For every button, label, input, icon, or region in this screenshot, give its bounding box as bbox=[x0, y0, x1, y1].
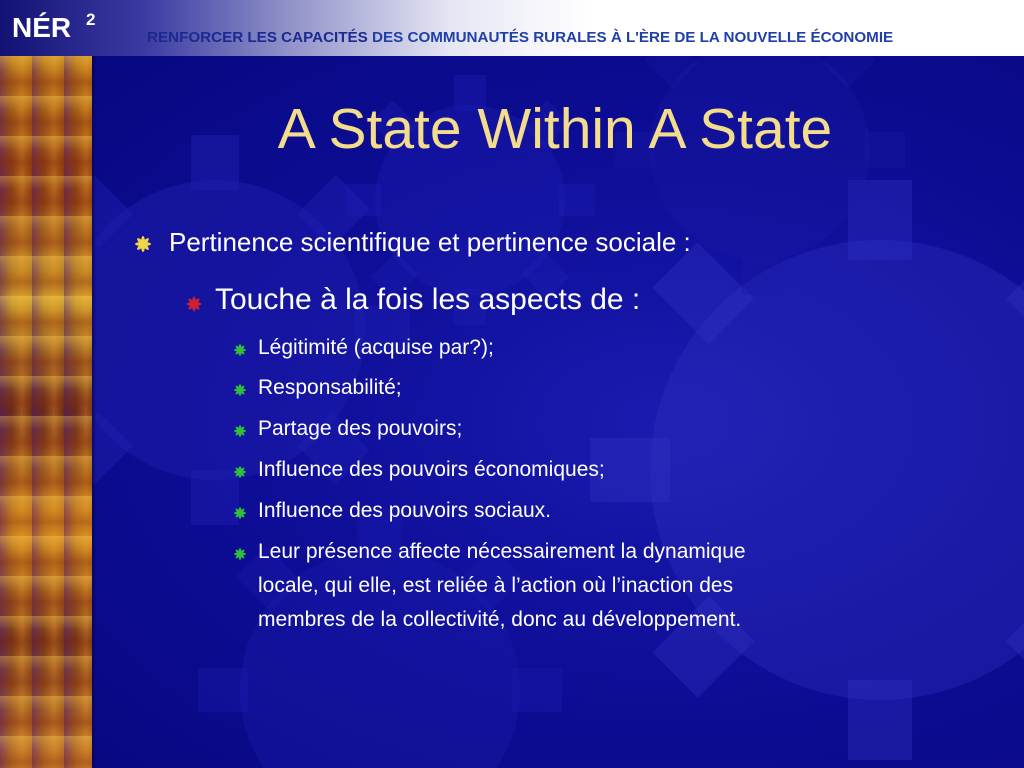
logo-text: NÉR bbox=[12, 12, 72, 43]
header-tagline bbox=[147, 29, 893, 46]
bullet-level3: Influence des pouvoirs sociaux. bbox=[258, 499, 552, 522]
flower-bullet-icon bbox=[133, 234, 153, 254]
flower-bullet-icon bbox=[233, 465, 247, 479]
bullet-line: locale, qui elle, est reliée à l’action où l’inaction des bbox=[258, 574, 734, 597]
flower-bullet-icon bbox=[185, 295, 203, 313]
bullet-level3-multiline bbox=[258, 535, 746, 637]
flower-bullet-icon bbox=[233, 506, 247, 520]
flower-bullet-icon bbox=[233, 383, 247, 397]
bullet-level2: Touche à la fois les aspects de : bbox=[215, 283, 641, 316]
flower-bullet-icon bbox=[233, 547, 247, 561]
flower-bullet-icon bbox=[233, 343, 247, 357]
logo-superscript: 2 bbox=[86, 10, 96, 29]
bullet-level3: Partage des pouvoirs; bbox=[258, 417, 463, 440]
bullet-level3: Influence des pouvoirs économiques; bbox=[258, 458, 605, 481]
tagline-part-1: RENFORCER LES CAPACITÉS bbox=[147, 29, 373, 46]
bullet-level3: Légitimité (acquise par?); bbox=[258, 336, 494, 359]
tagline-part-2: DES COMMUNAUTÉS RURALES À L'ÈRE DE LA NOUVELLE ÉCONOMIE bbox=[372, 29, 894, 46]
bullet-line: membres de la collectivité, donc au développement. bbox=[258, 608, 742, 631]
bullet-level1: Pertinence scientifique et pertinence sociale : bbox=[169, 227, 691, 257]
flower-bullet-icon bbox=[233, 424, 247, 438]
header-band bbox=[0, 0, 1024, 56]
slide-title: A State Within A State bbox=[277, 97, 833, 161]
strip-shadow bbox=[92, 56, 96, 768]
bullet-line: Leur présence affecte nécessairement la dynamique bbox=[258, 540, 746, 563]
decorative-image-strip bbox=[0, 56, 92, 768]
bullet-level3: Responsabilité; bbox=[258, 376, 402, 399]
